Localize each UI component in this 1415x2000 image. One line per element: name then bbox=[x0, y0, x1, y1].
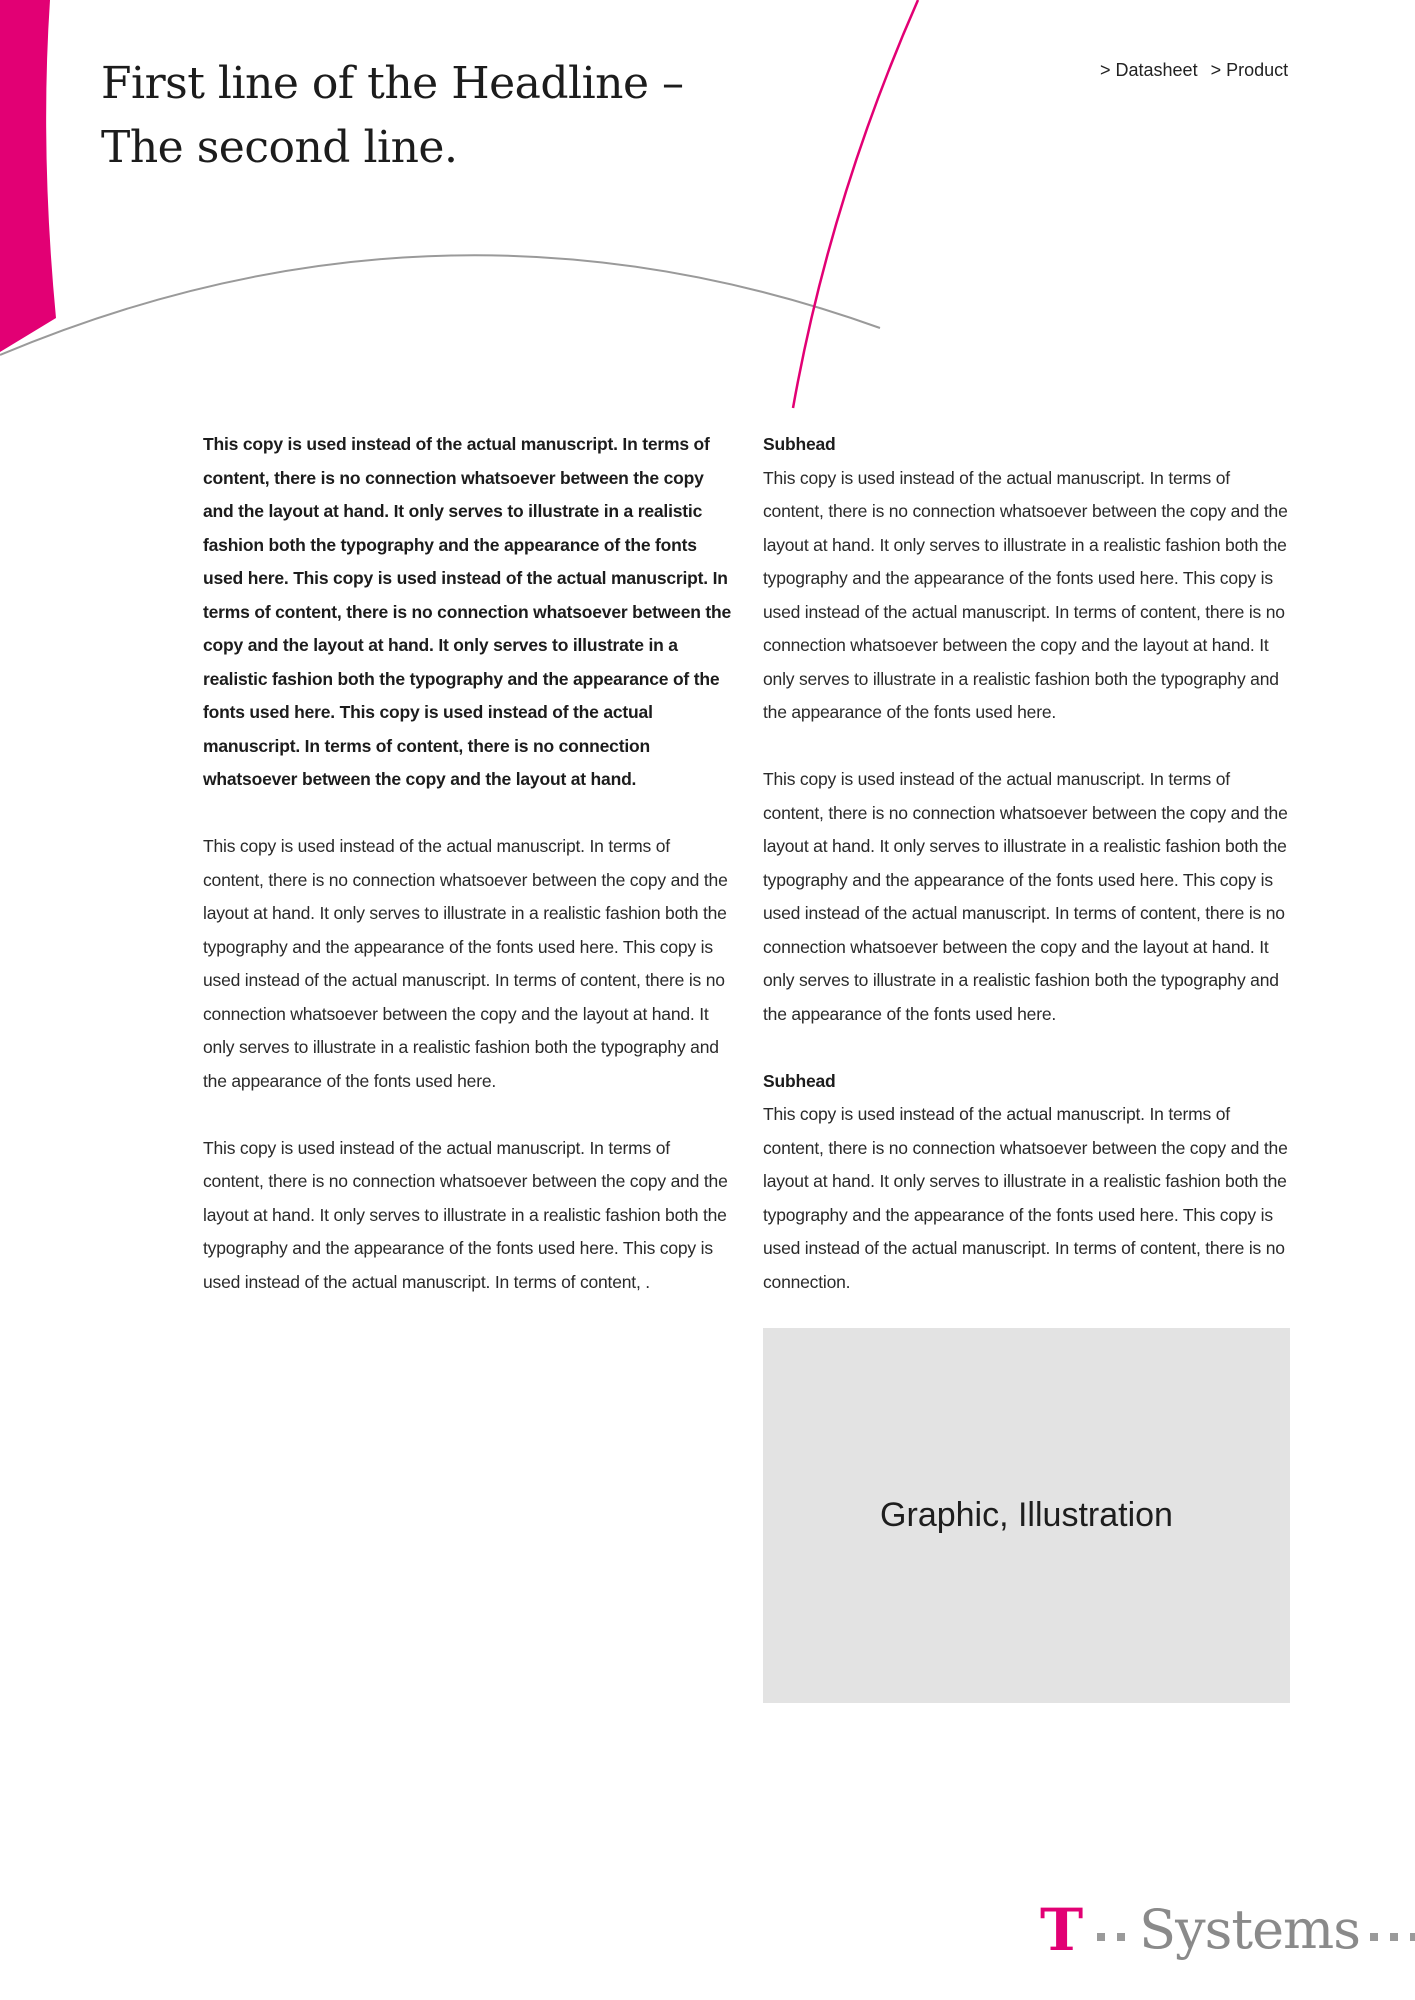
body-paragraph: This copy is used instead of the actual manuscript. In terms of content, there is no connection whatsoever between the copy and the layout at hand. It only serves to illustrate in a realistic fashion both the typography and the appearance of the fonts used here. This copy is used instead of the actual manuscript. In terms of content, . bbox=[203, 1137, 728, 1292]
page-headline bbox=[101, 52, 684, 180]
graphic-placeholder bbox=[763, 1328, 1290, 1703]
breadcrumb-datasheet[interactable]: > Datasheet bbox=[1100, 60, 1198, 80]
logo-trailing-dots-icon bbox=[1370, 1933, 1415, 1941]
breadcrumb-product[interactable]: > Product bbox=[1210, 60, 1289, 80]
right-column bbox=[763, 428, 1293, 1333]
breadcrumb bbox=[1100, 60, 1296, 81]
t-systems-logo bbox=[1040, 1890, 1415, 1970]
subhead: Subhead bbox=[763, 434, 836, 454]
subhead: Subhead bbox=[763, 1070, 836, 1091]
headline-line-1: First line of the Headline – bbox=[101, 58, 684, 109]
gray-arc-line bbox=[0, 255, 880, 355]
body-paragraph: This copy is used instead of the actual manuscript. In terms of content, there is no connection whatsoever between the copy and the layout at hand. It only serves to illustrate in a realistic fashion both the typography and the appearance of the fonts used here. This copy is used instead of the actual manuscript. In terms of content, there is no connection whatsoever between the copy and the layout at hand. It only serves to illustrate in a realistic fashion both the typography and the appearance of the fonts used here. bbox=[203, 836, 728, 1091]
left-column bbox=[203, 428, 733, 1333]
headline-line-2: The second line. bbox=[101, 122, 458, 173]
logo-dots-icon bbox=[1097, 1933, 1125, 1941]
magenta-diagonal-line bbox=[793, 0, 918, 408]
body-paragraph: This copy is used instead of the actual manuscript. In terms of content, there is no connection whatsoever between the copy and the layout at hand. It only serves to illustrate in a realistic fashion both the typography and the appearance of the fonts used here. This copy is used instead of the actual manuscript. In terms of content, there is no connection whatsoever between the copy and the layout at hand. It only serves to illustrate in a realistic fashion both the typography and the appearance of the fonts used here. bbox=[763, 769, 1288, 1024]
body-paragraph: This copy is used instead of the actual manuscript. In terms of content, there is no connection whatsoever between the copy and the layout at hand. It only serves to illustrate in a realistic fashion both the typography and the appearance of the fonts used here. This copy is used instead of the actual manuscript. In terms of content, there is no connection. bbox=[763, 1104, 1288, 1292]
graphic-placeholder-label: Graphic, Illustration bbox=[880, 1496, 1173, 1534]
magenta-corner-swoosh bbox=[0, 0, 56, 352]
logo-t-mark: T bbox=[1040, 1896, 1084, 1964]
lead-paragraph: This copy is used instead of the actual manuscript. In terms of content, there is no connection whatsoever between the copy and the layout at hand. It only serves to illustrate in a realistic fashion both the typography and the appearance of the fonts used here. This copy is used instead of the actual manuscript. In terms of content, there is no connection whatsoever between the copy and the layout at hand. It only serves to illustrate in a realistic fashion both the typography and the appearance of the fonts used here. This copy is used instead of the actual manuscript. In terms of content, there is no connection whatsoever between the copy and the layout at hand. bbox=[203, 434, 732, 789]
body-paragraph: This copy is used instead of the actual manuscript. In terms of content, there is no connection whatsoever between the copy and the layout at hand. It only serves to illustrate in a realistic fashion both the typography and the appearance of the fonts used here. This copy is used instead of the actual manuscript. In terms of content, there is no connection whatsoever between the copy and the layout at hand. It only serves to illustrate in a realistic fashion both the typography and the appearance of the fonts used here. bbox=[763, 467, 1288, 722]
logo-wordmark: Systems bbox=[1139, 1898, 1360, 1961]
